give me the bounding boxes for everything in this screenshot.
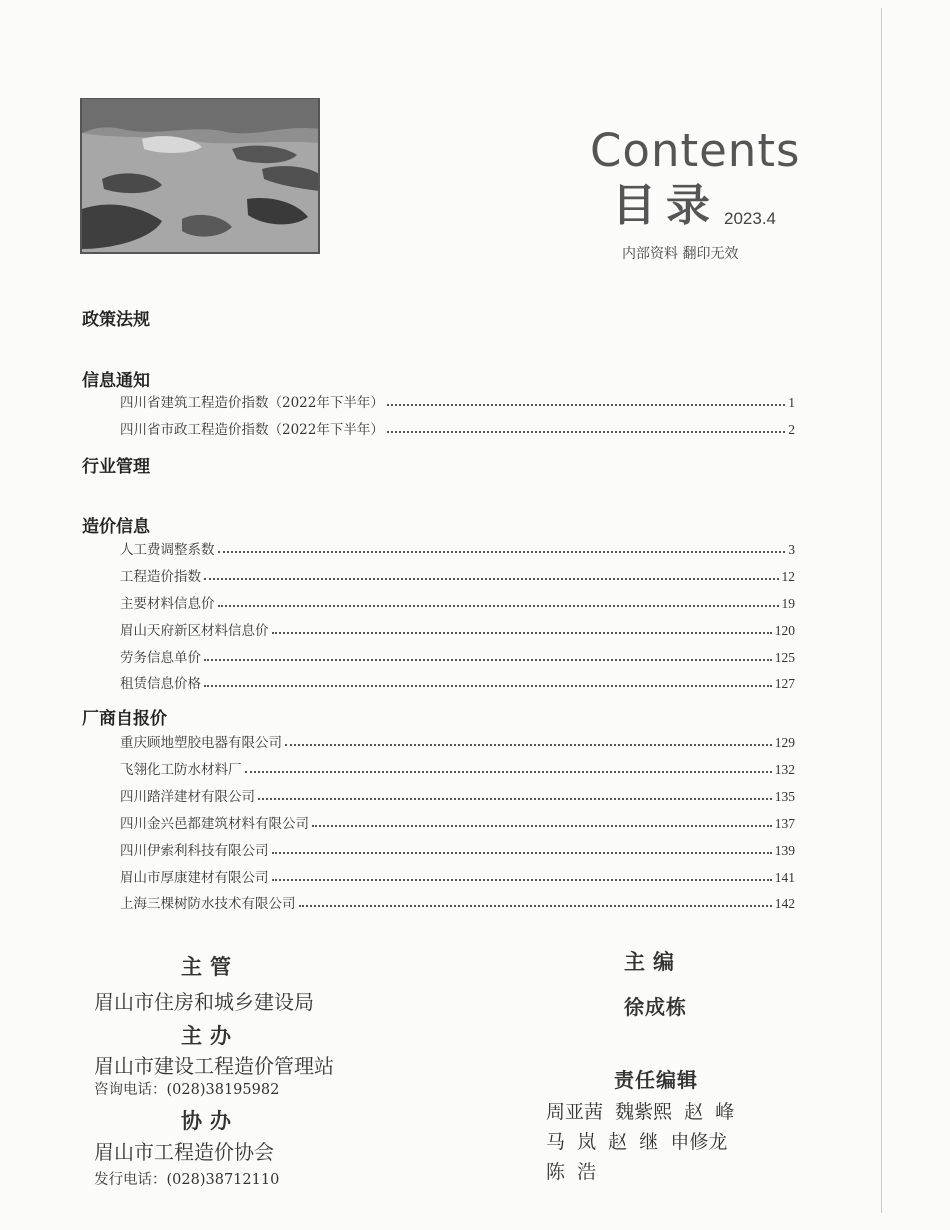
supervisor-org: 眉山市住房和城乡建设局 (94, 990, 314, 1014)
toc-item-page: 141 (774, 870, 795, 885)
issue-number: 2023.4 (724, 209, 776, 228)
toc-item-label: 重庆顾地塑胶电器有限公司 (120, 735, 282, 751)
toc-item-page: 139 (774, 843, 795, 858)
toc-item-page: 142 (774, 896, 795, 911)
contents-english-title: Contents (590, 124, 801, 177)
co-organizer-org: 眉山市工程造价协会 (94, 1140, 274, 1164)
toc-item-page: 1 (788, 395, 795, 410)
section-title-policy: 政策法规 (82, 310, 150, 330)
toc-item[interactable] (120, 672, 795, 692)
toc-item-label: 眉山天府新区材料信息价 (120, 623, 269, 639)
toc-item[interactable] (120, 866, 795, 886)
toc-item-page: 129 (774, 735, 795, 750)
consult-phone: 咨询电话：(028)38195982 (94, 1082, 280, 1098)
toc-item-label: 租赁信息价格 (120, 676, 201, 692)
toc-item-label: 上海三棵树防水技术有限公司 (120, 896, 296, 912)
toc-item-page: 2 (788, 422, 795, 437)
toc-item[interactable] (120, 418, 795, 438)
toc-item-label: 主要材料信息价 (120, 596, 215, 612)
editors-line-1: 周亚茜 魏紫熙 赵 峰 (546, 1101, 735, 1123)
toc-item[interactable] (120, 538, 795, 558)
toc-item[interactable] (120, 785, 795, 805)
toc-item-page: 12 (781, 569, 795, 584)
co-organizer-label: 协办 (181, 1108, 239, 1133)
toc-item-page: 127 (774, 676, 795, 691)
toc-item-page: 3 (788, 542, 795, 557)
toc-item[interactable] (120, 565, 795, 585)
section-title-vendor-quotes: 厂商自报价 (82, 709, 167, 729)
section-title-cost-info: 造价信息 (82, 517, 150, 537)
contents-chinese-title: 目录 (612, 180, 720, 231)
toc-item[interactable] (120, 812, 795, 832)
toc-item-label: 劳务信息单价 (120, 650, 201, 666)
internal-notice: 内部资料 翻印无效 (622, 246, 739, 262)
editors-line-2: 马 岚 赵 继 申修龙 (546, 1131, 728, 1153)
toc-item[interactable] (120, 646, 795, 666)
chief-editor-name: 徐成栋 (624, 995, 687, 1019)
toc-item-label: 四川金兴邑都建筑材料有限公司 (120, 816, 309, 832)
toc-item[interactable] (120, 619, 795, 639)
section-title-notice: 信息通知 (82, 371, 150, 391)
toc-item[interactable] (120, 892, 795, 912)
sponsor-label: 主办 (181, 1023, 239, 1048)
toc-item-page: 137 (774, 816, 795, 831)
toc-item-label: 四川踏洋建材有限公司 (120, 789, 255, 805)
cover-landscape-photo (80, 98, 320, 254)
sponsor-org: 眉山市建设工程造价管理站 (94, 1054, 334, 1078)
toc-item-page: 19 (781, 596, 795, 611)
toc-item-label: 工程造价指数 (120, 569, 201, 585)
toc-item-label: 眉山市厚康建材有限公司 (120, 870, 269, 886)
page-edge-rule (881, 8, 882, 1213)
toc-item[interactable] (120, 592, 795, 612)
issue-phone: 发行电话：(028)38712110 (94, 1172, 280, 1188)
toc-item[interactable] (120, 758, 795, 778)
supervisor-label: 主管 (181, 954, 239, 979)
toc-item[interactable] (120, 731, 795, 751)
editors-line-3: 陈 浩 (546, 1161, 597, 1183)
chief-editor-label: 主编 (624, 949, 682, 974)
toc-item-page: 135 (774, 789, 795, 804)
section-title-management: 行业管理 (82, 457, 150, 477)
toc-item-label: 四川省市政工程造价指数（2022年下半年） (120, 422, 384, 438)
toc-item-page: 132 (774, 762, 795, 777)
toc-item-label: 飞翎化工防水材料厂 (120, 762, 242, 778)
toc-item-label: 四川伊索利科技有限公司 (120, 843, 269, 859)
toc-item[interactable] (120, 391, 795, 411)
toc-item-label: 人工费调整系数 (120, 542, 215, 558)
toc-item-page: 120 (774, 623, 795, 638)
toc-item-label: 四川省建筑工程造价指数（2022年下半年） (120, 395, 384, 411)
editors-label: 责任编辑 (614, 1068, 698, 1092)
toc-item-page: 125 (774, 650, 795, 665)
toc-item[interactable] (120, 839, 795, 859)
